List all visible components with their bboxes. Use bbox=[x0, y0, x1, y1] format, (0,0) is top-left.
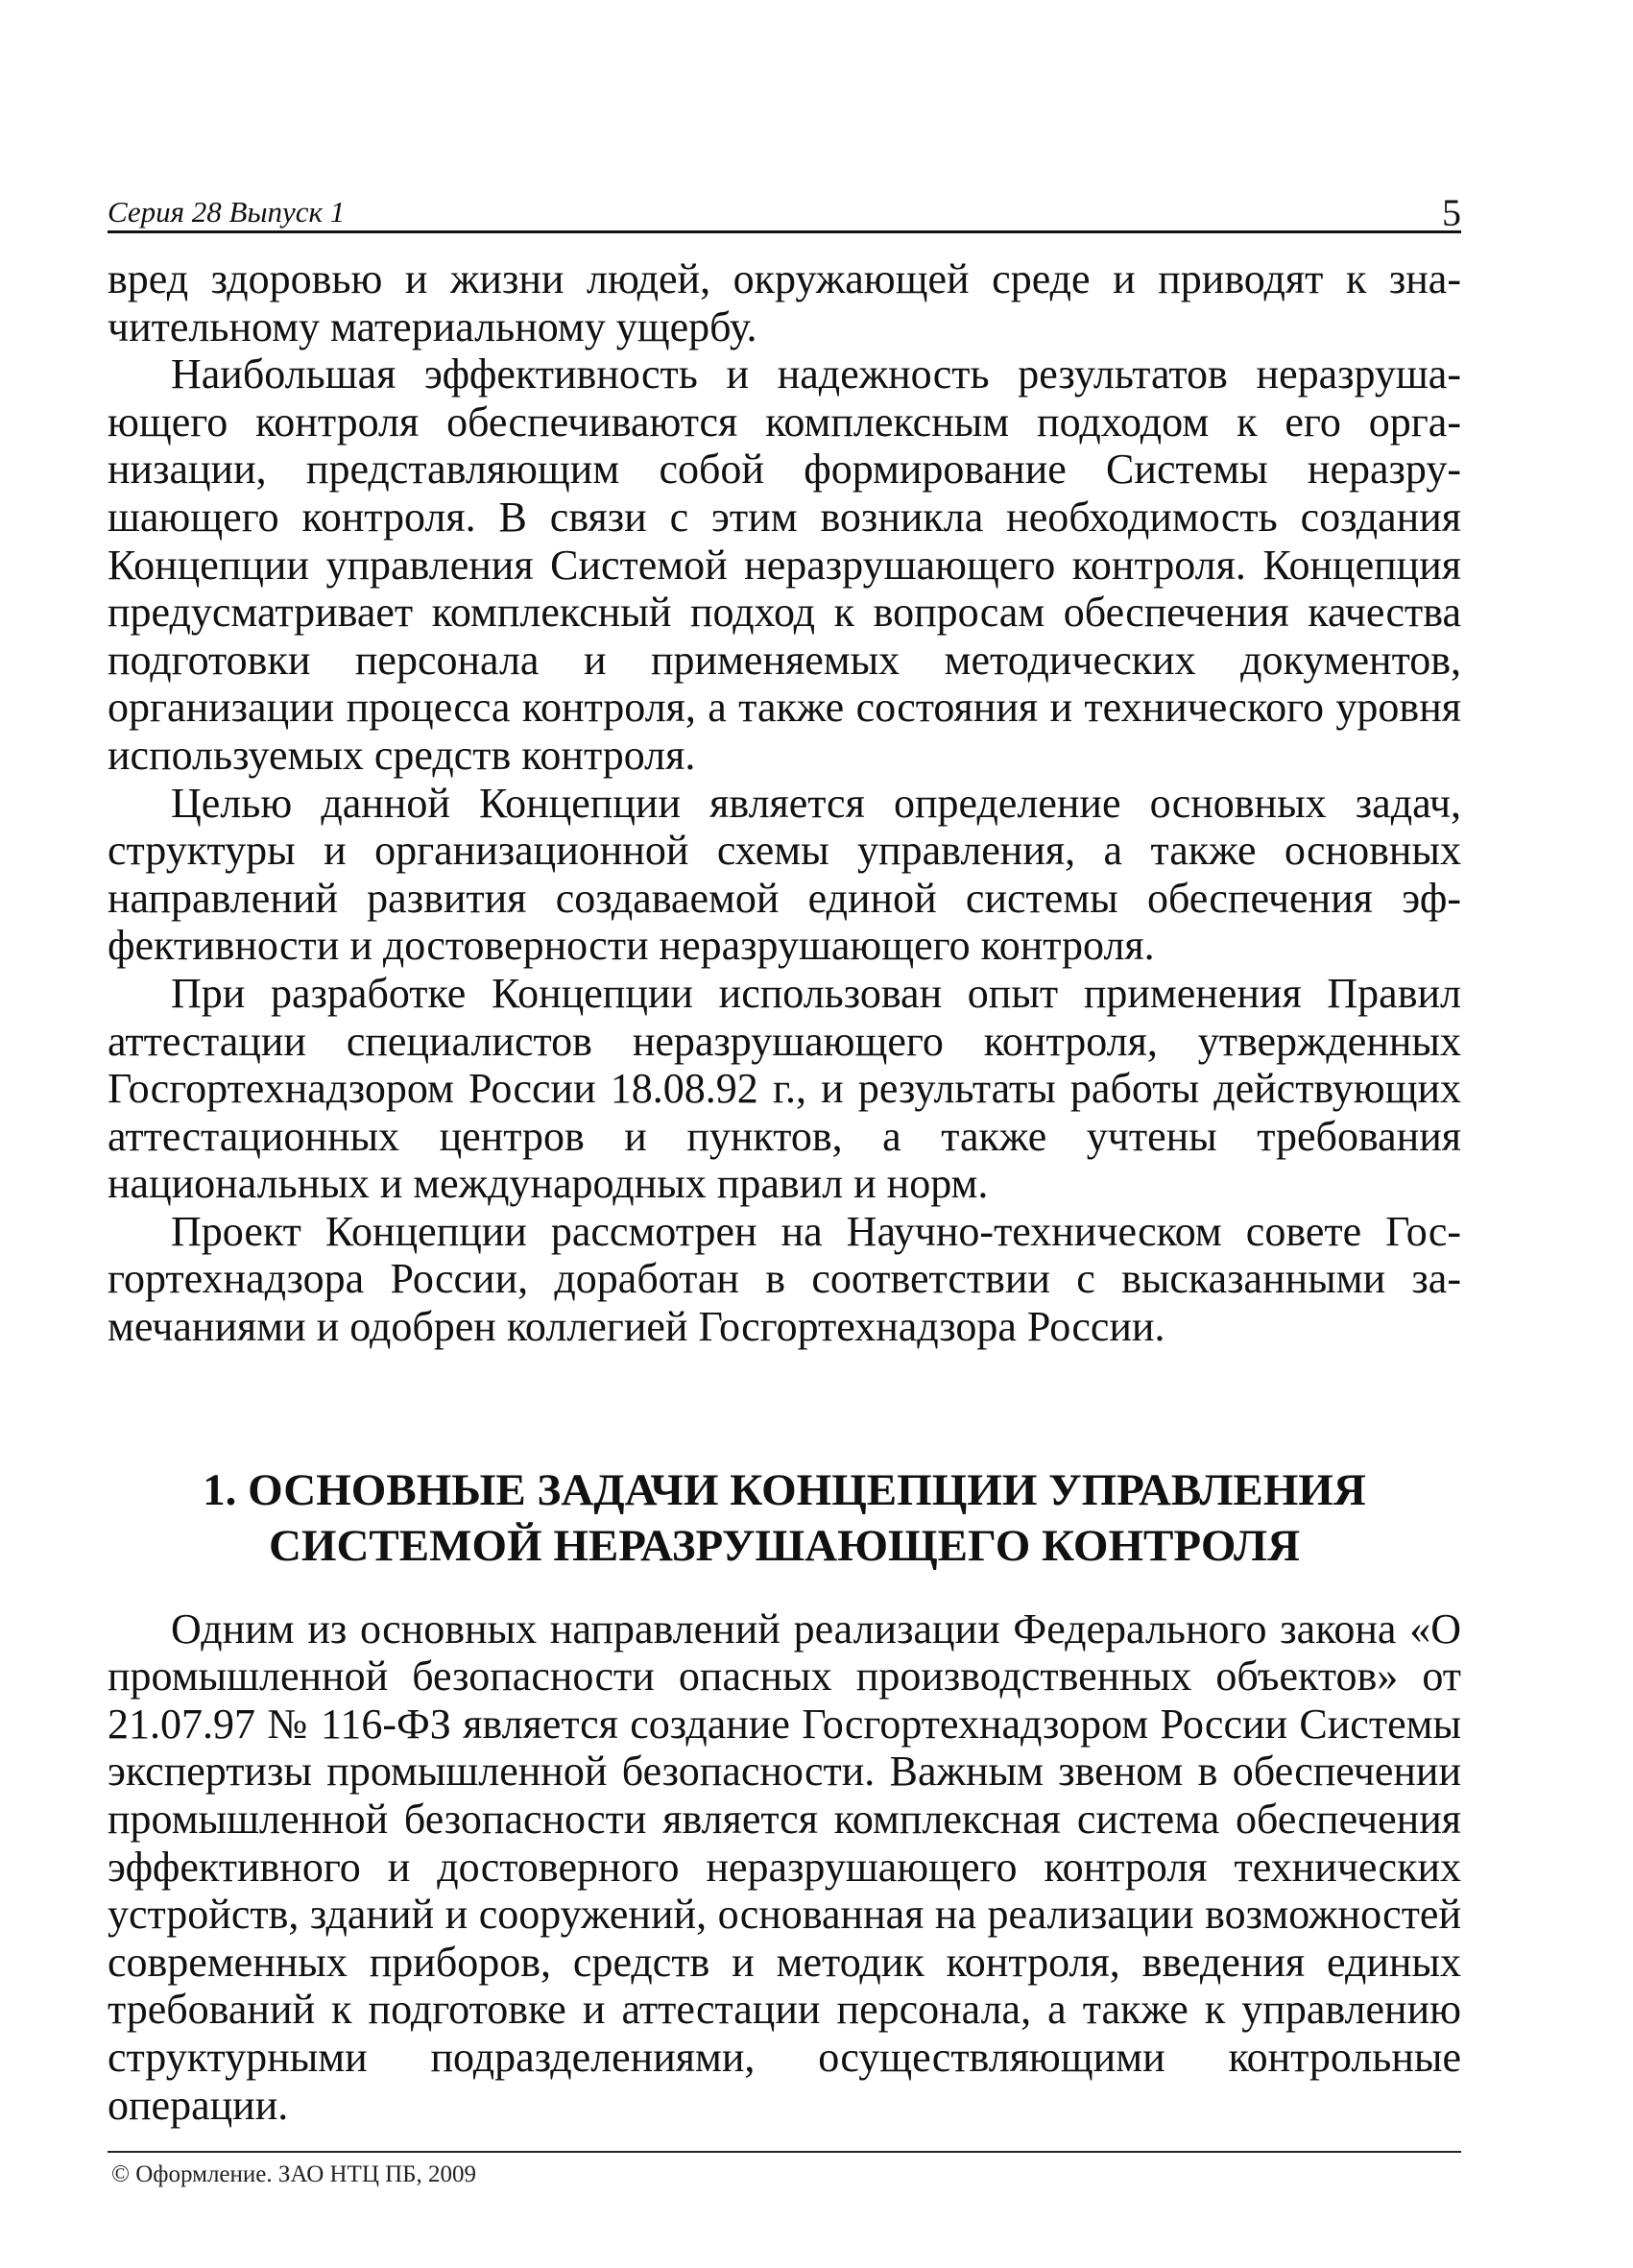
paragraph-4: При разработке Концепции использован опыт применения Правил аттестации специалистов неразрушающего контроля, утвержденных Госгортехнадзором России 18.08.92 г., и результаты работы действующих аттестационных центров и пунктов, а также учтены требования национальных и международных правил и норм. bbox=[108, 969, 1461, 1208]
paragraph-1: вред здоровью и жизни людей, окружающей среде и приводят к значительному материальному ущербу. bbox=[108, 255, 1461, 350]
paragraph-5: Проект Концепции рассмотрен на Научно-техническом совете Госгортехнадзора России, доработан в соответствии с высказанными замечаниями и одобрен коллегией Госгортехнадзора России. bbox=[108, 1207, 1461, 1351]
running-header bbox=[108, 186, 1461, 233]
section-paragraph: Одним из основных направлений реализации Федерального закона «О промышленной безопасности опасных производственных объектов» от 21.07.97 № 116-ФЗ является создание Госгортехнадзором России Системы экспертизы промышленной безопасности. Важным звеном в обеспечении промышленной безопасности является комплексная система обеспечения эффективного и достоверного неразрушающего контроля технических устройств, зданий и сооружений, основанная на реализации возможностей современных приборов, средств и методик контроля, введения единых требований к подготовке и аттестации персонала, а также к управлению структурными подразделениями, осуществляющими контрольные операции. bbox=[108, 1604, 1461, 2129]
page-number: 5 bbox=[1442, 191, 1461, 234]
series-label: Серия 28 Выпуск 1 bbox=[108, 195, 346, 229]
body-text bbox=[108, 255, 1461, 2129]
section-heading bbox=[108, 1462, 1461, 1574]
footer-rule bbox=[108, 2151, 1461, 2153]
footer-copyright: © Оформление. ЗАО НТЦ ПБ, 2009 bbox=[111, 2161, 477, 2187]
paragraph-3: Целью данной Концепции является определение основных задач, структуры и организационной схемы управления, а также основных направлений развития создаваемой единой системы обеспечения эффективности и достоверности неразрушающего контроля. bbox=[108, 779, 1461, 970]
paragraph-2: Наибольшая эффективность и надежность результатов неразрушающего контроля обеспечиваются комплексным подходом к его организации, представляющим собой формирование Системы неразрушающего контроля. В связи с этим возникла необходимость создания Концепции управления Системой неразрушающего контроля. Концепция предусматривает комплексный подход к вопросам обеспечения качества подготовки персонала и применяемых методических документов, организации процесса контроля, а также состояния и технического уровня используемых средств контроля. bbox=[108, 350, 1461, 779]
section-heading-line-2: СИСТЕМОЙ НЕРАЗРУШАЮЩЕГО КОНТРОЛЯ bbox=[268, 1520, 1301, 1571]
section-heading-line-1: 1. ОСНОВНЫЕ ЗАДАЧИ КОНЦЕПЦИИ УПРАВЛЕНИЯ bbox=[203, 1464, 1366, 1515]
